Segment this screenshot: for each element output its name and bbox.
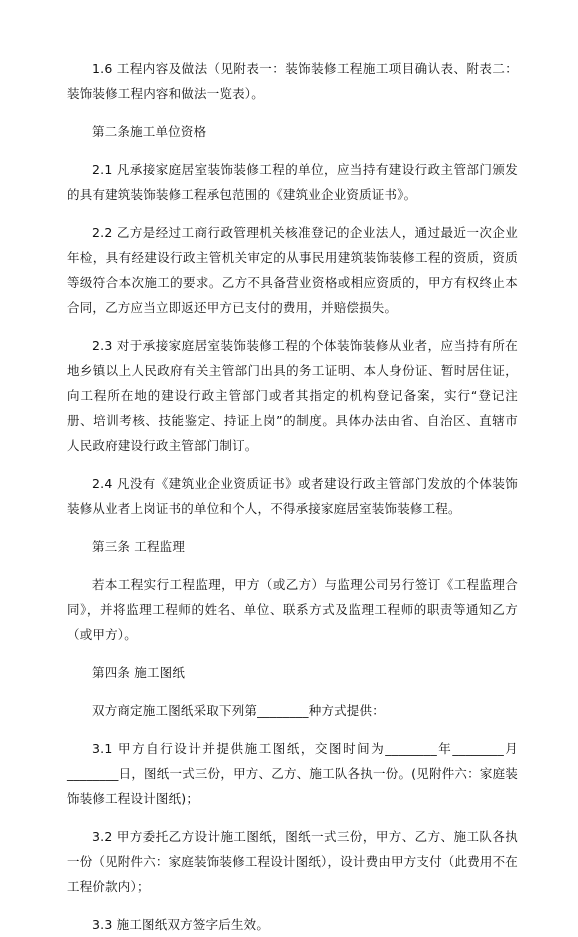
- clause-2-1: 2.1 凡承接家庭居室装饰装修工程的单位，应当持有建设行政主管部门颁发的具有建筑装饰装修工程承包范围的《建筑业企业资质证书》。: [67, 162, 518, 202]
- clause-3-2: 3.2 甲方委托乙方设计施工图纸，图纸一式三份，甲方、乙方、施工队各执一份（见附件六：家庭装饰装修工程设计图纸），设计费由甲方支付（此费用不在工程价款内）；: [67, 829, 518, 894]
- article-3-body: 若本工程实行工程监理，甲方（或乙方）与监理公司另行签订《工程监理合同》，并将监理工程师的姓名、单位、联系方式及监理工程师的职责等通知乙方（或甲方）。: [67, 577, 518, 642]
- article-2-heading: 第二条施工单位资格: [92, 124, 207, 139]
- article-4-heading: 第四条 施工图纸: [92, 665, 186, 680]
- clause-3-1: 3.1 甲方自行设计并提供施工图纸，交图时间为________年________月________日，图纸一式三份，甲方、乙方、施工队各执一份。(见附件六：家庭装饰装修工程设计图纸)；: [67, 741, 518, 806]
- clause-2-4: 2.4 凡没有《建筑业企业资质证书》或者建设行政主管部门发放的个体装饰装修从业者上岗证书的单位和个人，不得承接家庭居室装饰装修工程。: [67, 476, 518, 516]
- clause-2-3: 2.3 对于承接家庭居室装饰装修工程的个体装饰装修从业者，应当持有所在地乡镇以上人民政府有关主管部门出具的务工证明、本人身份证、暂时居住证，向工程所在地的建设行政主管部门或者其指定的机构登记备案，实行“登记注册、培训考核、技能鉴定、持证上岗”的制度。具体办法由省、自治区、直辖市人民政府建设行政主管部门制订。: [67, 338, 518, 453]
- clause-1-6: 1.6 工程内容及做法（见附表一：装饰装修工程施工项目确认表、附表二：装饰装修工程内容和做法一览表）。: [67, 61, 518, 101]
- article-4-intro: 双方商定施工图纸采取下列第________种方式提供：: [92, 703, 385, 718]
- clause-3-3: 3.3 施工图纸双方签字后生效。: [92, 917, 270, 932]
- article-3-heading: 第三条 工程监理: [92, 539, 186, 554]
- clause-2-2: 2.2 乙方是经过工商行政管理机关核准登记的企业法人，通过最近一次企业年检，具有经建设行政主管机关审定的从事民用建筑装饰装修工程的资质，资质等级符合本次施工的要求。乙方不具备营业资格或相应资质的，甲方有权终止本合同，乙方应当立即返还甲方已支付的费用，并赔偿损失。: [67, 225, 518, 315]
